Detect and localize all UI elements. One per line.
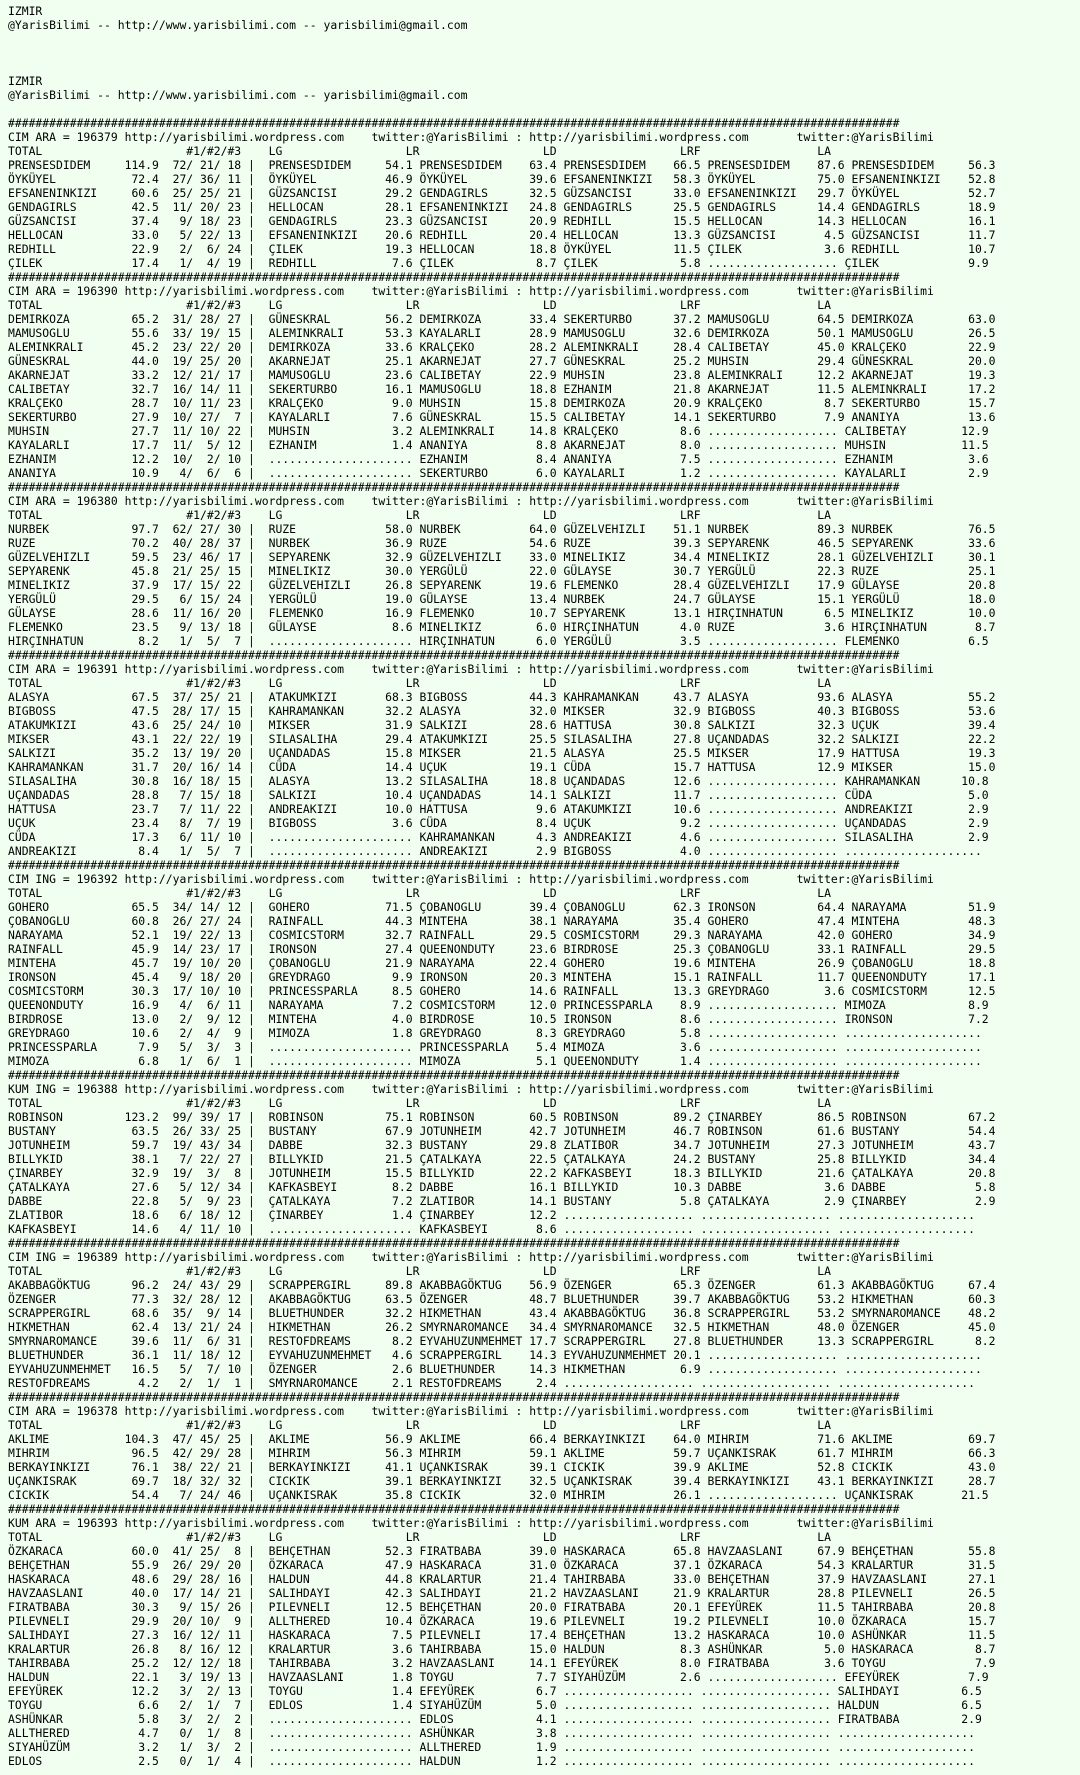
report-line: ROBINSON 123.2 99/ 39/ 17 | ROBINSON 75.1 ROBINSON 60.5 ROBINSON 89.2 ÇINARBEY 86.5 ROBINSON 67.2 [8, 1110, 996, 1124]
report-line: HASKARACA 48.6 29/ 28/ 16 | HALDUN 44.8 KRALARTUR 21.4 TAHIRBABA 33.0 BEHÇETHAN 37.9 HAVZAASLANI 27.1 [8, 1572, 996, 1586]
report-line: ################################################################################################################################## [8, 480, 900, 494]
report-line: ################################################################################################################################## [8, 1068, 900, 1082]
report-line: ÇOBANOGLU 60.8 26/ 27/ 24 | RAINFALL 44.3 MINTEHA 38.1 NARAYAMA 35.4 GOHERO 47.4 MINTEHA 48.3 [8, 914, 996, 928]
report-line: TOTAL #1/#2/#3 LG LR LD LRF LA [8, 1264, 831, 1278]
report-line: EDLOS 2.5 0/ 1/ 4 | ..................... HALDUN 1.2 ................... ................... .................... [8, 1754, 975, 1768]
report-line: SIYAHÜZÜM 3.2 1/ 3/ 2 | ..................... ALLTHERED 1.9 ................... ................... .................... [8, 1740, 975, 1754]
report-line: CICKIK 54.4 7/ 24/ 46 | UÇANKISRAK 35.8 CICKIK 32.0 MIHRIM 26.1 ................... UÇANKISRAK 21.5 [8, 1488, 989, 1502]
report-line: UÇUK 23.4 8/ 7/ 19 | BIGBOSS 3.6 CÜDA 8.4 UÇUK 9.2 ................... UÇANDADAS 2.9 [8, 816, 989, 830]
report-line: BUSTANY 63.5 26/ 33/ 25 | BUSTANY 67.9 JOTUNHEIM 42.7 JOTUNHEIM 46.7 ROBINSON 61.6 BUSTANY 54.4 [8, 1124, 996, 1138]
report-line: MINELIKIZ 37.9 17/ 15/ 22 | GÜZELVEHIZLI 26.8 SEPYARENK 19.6 FLEMENKO 28.4 GÜZELVEHIZLI 17.9 GÜLAYSE 20.8 [8, 578, 996, 592]
report-line: PRENSESDIDEM 114.9 72/ 21/ 18 | PRENSESDIDEM 54.1 PRENSESDIDEM 63.4 PRENSESDIDEM 66.5 PRENSESDIDEM 87.6 PRENSESDIDEM 56.3 [8, 158, 996, 172]
report-line: PILEVNELI 29.9 20/ 10/ 9 | ALLTHERED 10.4 ÖZKARACA 19.6 PILEVNELI 19.2 PILEVNELI 10.0 ÖZKARACA 15.7 [8, 1614, 996, 1628]
report-line: CÜDA 17.3 6/ 11/ 10 | ..................... KAHRAMANKAN 4.3 ANDREAKIZI 4.6 ................... SILASALIHA 2.9 [8, 830, 989, 844]
report-line: SMYRNAROMANCE 39.6 11/ 6/ 31 | RESTOFDREAMS 8.2 EYVAHUZUNMEHMET 17.7 SCRAPPERGIRL 27.8 BLUETHUNDER 13.3 SCRAPPERGIRL 8.2 [8, 1334, 996, 1348]
report-line: REDHILL 22.9 2/ 6/ 24 | ÇILEK 19.3 HELLOCAN 18.8 ÖYKÜYEL 11.5 ÇILEK 3.6 REDHILL 10.7 [8, 242, 996, 256]
report-line: JOTUNHEIM 59.7 19/ 43/ 34 | DABBE 32.3 BUSTANY 29.8 ZLATIBOR 34.7 JOTUNHEIM 27.3 JOTUNHEIM 43.7 [8, 1138, 996, 1152]
report-line: MUHSIN 27.7 11/ 10/ 22 | MUHSIN 3.2 ALEMINKRALI 14.8 KRALÇEKO 8.6 ................... CALIBETAY 12.9 [8, 424, 989, 438]
report-line: RUZE 70.2 40/ 28/ 37 | NURBEK 36.9 RUZE 54.6 RUZE 39.3 SEPYARENK 46.5 SEPYARENK 33.6 [8, 536, 996, 550]
report-line: PRINCESSPARLA 7.9 5/ 3/ 3 | ..................... PRINCESSPARLA 5.4 MIMOZA 3.6 ................... .................... [8, 1040, 982, 1054]
report-line: NARAYAMA 52.1 19/ 22/ 13 | COSMICSTORM 32.7 RAINFALL 29.5 COSMICSTORM 29.3 NARAYAMA 42.0 GOHERO 34.9 [8, 928, 996, 942]
report-line: CIM ARA = 196380 http://yarisbilimi.wordpress.com twitter:@YarisBilimi : http://yarisbilimi.wordpress.com twitter:@YarisBilimi [8, 494, 934, 508]
report-line: KAHRAMANKAN 31.7 20/ 16/ 14 | CÜDA 14.4 UÇUK 19.1 CÜDA 15.7 HATTUSA 12.9 MIKSER 15.0 [8, 760, 996, 774]
report-line: DEMIRKOZA 65.2 31/ 28/ 27 | GÜNESKRAL 56.2 DEMIRKOZA 33.4 SEKERTURBO 37.2 MAMUSOGLU 64.5 DEMIRKOZA 63.0 [8, 312, 996, 326]
report-line: TOTAL #1/#2/#3 LG LR LD LRF LA [8, 144, 831, 158]
report-line: HATTUSA 23.7 7/ 11/ 22 | ANDREAKIZI 10.0 HATTUSA 9.6 ATAKUMKIZI 10.6 ................... ANDREAKIZI 2.9 [8, 802, 989, 816]
report-line: QUEENONDUTY 16.9 4/ 6/ 11 | NARAYAMA 7.2 COSMICSTORM 12.0 PRINCESSPARLA 8.9 ................... MIMOZA 8.9 [8, 998, 989, 1012]
report-line: UÇANDADAS 28.8 7/ 15/ 18 | SALKIZI 10.4 UÇANDADAS 14.1 SALKIZI 11.7 ................... CÜDA 5.0 [8, 788, 989, 802]
report-line: BERKAYINKIZI 76.1 38/ 22/ 21 | BERKAYINKIZI 41.1 UÇANKISRAK 39.1 CICKIK 39.9 AKLIME 52.8 CICKIK 43.0 [8, 1460, 996, 1474]
header-line: IZMIR [8, 74, 43, 88]
report-line: ÇINARBEY 32.9 19/ 3/ 8 | JOTUNHEIM 15.5 BILLYKID 22.2 KAFKASBEYI 18.3 BILLYKID 21.6 ÇATALKAYA 20.8 [8, 1166, 996, 1180]
report-line: CIM ARA = 196390 http://yarisbilimi.wordpress.com twitter:@YarisBilimi : http://yarisbilimi.wordpress.com twitter:@YarisBilimi [8, 284, 934, 298]
report-line: RAINFALL 45.9 14/ 23/ 17 | IRONSON 27.4 QUEENONDUTY 23.6 BIRDROSE 25.3 ÇOBANOGLU 33.1 RAINFALL 29.5 [8, 942, 996, 956]
header-line: IZMIR [8, 4, 43, 18]
report-line: ANANIYA 10.9 4/ 6/ 6 | ..................... SEKERTURBO 6.0 KAYALARLI 1.2 ................... KAYALARLI 2.9 [8, 466, 989, 480]
report-line: ALASYA 67.5 37/ 25/ 21 | ATAKUMKIZI 68.3 BIGBOSS 44.3 KAHRAMANKAN 43.7 ALASYA 93.6 ALASYA 55.2 [8, 690, 996, 704]
report-line: RESTOFDREAMS 4.2 2/ 1/ 1 | SMYRNAROMANCE 2.1 RESTOFDREAMS 2.4 ................... ................... .................... [8, 1376, 975, 1390]
report-line: TOTAL #1/#2/#3 LG LR LD LRF LA [8, 298, 831, 312]
report-line: TOTAL #1/#2/#3 LG LR LD LRF LA [8, 1418, 831, 1432]
report-line: AKLIME 104.3 47/ 45/ 25 | AKLIME 56.9 AKLIME 66.4 BERKAYINKIZI 64.0 MIHRIM 71.6 AKLIME 69.7 [8, 1432, 996, 1446]
report-line: NURBEK 97.7 62/ 27/ 30 | RUZE 58.0 NURBEK 64.0 GÜZELVEHIZLI 51.1 NURBEK 89.3 NURBEK 76.5 [8, 522, 996, 536]
report-line: HIRÇINHATUN 8.2 1/ 5/ 7 | ..................... HIRÇINHATUN 6.0 YERGÜLÜ 3.5 ................... FLEMENKO 6.5 [8, 634, 989, 648]
report-line: SEKERTURBO 27.9 10/ 27/ 7 | KAYALARLI 7.6 GÜNESKRAL 15.5 CALIBETAY 14.1 SEKERTURBO 7.9 ANANIYA 13.6 [8, 410, 996, 424]
report-line: EYVAHUZUNMEHMET 16.5 5/ 7/ 10 | ÖZENGER 2.6 BLUETHUNDER 14.3 HIKMETHAN 6.9 ................... .................... [8, 1362, 982, 1376]
report-line: GREYDRAGO 10.6 2/ 4/ 9 | MIMOZA 1.8 GREYDRAGO 8.3 GREYDRAGO 5.8 ................... .................... [8, 1026, 982, 1040]
report-line: ANDREAKIZI 8.4 1/ 5/ 7 | ..................... ANDREAKIZI 2.9 BIGBOSS 4.0 ................... .................... [8, 844, 982, 858]
header-line [8, 102, 1080, 116]
report-line: GENDAGIRLS 42.5 11/ 20/ 23 | HELLOCAN 28.1 EFSANENINKIZI 24.8 GENDAGIRLS 25.5 GENDAGIRLS 14.4 GENDAGIRLS 18.9 [8, 200, 996, 214]
report-line: ALLTHERED 4.7 0/ 1/ 8 | ..................... ASHÜNKAR 3.8 ................... ................... .................... [8, 1726, 975, 1740]
header-line: @YarisBilimi -- http://www.yarisbilimi.com -- yarisbilimi@gmail.com [8, 18, 468, 32]
report-line: ÇATALKAYA 27.6 5/ 12/ 34 | KAFKASBEYI 8.2 DABBE 16.1 BILLYKID 10.3 DABBE 3.6 DABBE 5.8 [8, 1180, 996, 1194]
report-line: YERGÜLÜ 29.5 6/ 15/ 24 | YERGÜLÜ 19.0 GÜLAYSE 13.4 NURBEK 24.7 GÜLAYSE 15.1 YERGÜLÜ 18.0 [8, 592, 996, 606]
report-line: AKABBAGÖKTUG 96.2 24/ 43/ 29 | SCRAPPERGIRL 89.8 AKABBAGÖKTUG 56.9 ÖZENGER 65.3 ÖZENGER 61.3 AKABBAGÖKTUG 67.4 [8, 1278, 996, 1292]
report-line: ALEMINKRALI 45.2 23/ 22/ 20 | DEMIRKOZA 33.6 KRALÇEKO 28.2 ALEMINKRALI 28.4 CALIBETAY 45.0 KRALÇEKO 22.9 [8, 340, 996, 354]
report-line: TOTAL #1/#2/#3 LG LR LD LRF LA [8, 1096, 831, 1110]
report-line: SALIHDAYI 27.3 16/ 12/ 11 | HASKARACA 7.5 PILEVNELI 17.4 BEHÇETHAN 13.2 HASKARACA 10.0 ASHÜNKAR 11.5 [8, 1628, 996, 1642]
report-line: BEHÇETHAN 55.9 26/ 29/ 20 | ÖZKARACA 47.9 HASKARACA 31.0 ÖZKARACA 37.1 ÖZKARACA 54.3 KRALARTUR 31.5 [8, 1558, 996, 1572]
header-line [8, 32, 1080, 46]
report-line: TOTAL #1/#2/#3 LG LR LD LRF LA [8, 676, 831, 690]
report-line: BILLYKID 38.1 7/ 22/ 27 | BILLYKID 21.5 ÇATALKAYA 22.5 ÇATALKAYA 24.2 BUSTANY 25.8 BILLYKID 34.4 [8, 1152, 996, 1166]
report-line: CIM ARA = 196379 http://yarisbilimi.wordpress.com twitter:@YarisBilimi : http://yarisbilimi.wordpress.com twitter:@YarisBilimi [8, 130, 934, 144]
report-line: BIGBOSS 47.5 28/ 17/ 15 | KAHRAMANKAN 32.2 ALASYA 32.0 MIKSER 32.9 BIGBOSS 40.3 BIGBOSS 53.6 [8, 704, 996, 718]
report-line: EFEYÜREK 12.2 3/ 2/ 13 | TOYGU 1.4 EFEYÜREK 6.7 ................... ................... SALIHDAYI 6.5 [8, 1684, 982, 1698]
report-line: ################################################################################################################################## [8, 116, 900, 130]
report-line: AKARNEJAT 33.2 12/ 21/ 17 | MAMUSOGLU 23.6 CALIBETAY 22.9 MUHSIN 23.8 ALEMINKRALI 12.2 AKARNEJAT 19.3 [8, 368, 996, 382]
report-line: CIM ARA = 196378 http://yarisbilimi.wordpress.com twitter:@YarisBilimi : http://yarisbilimi.wordpress.com twitter:@YarisBilimi [8, 1404, 934, 1418]
report-line: MAMUSOGLU 55.6 33/ 19/ 15 | ALEMINKRALI 53.3 KAYALARLI 28.9 MAMUSOGLU 32.6 DEMIRKOZA 50.1 MAMUSOGLU 26.5 [8, 326, 996, 340]
report-line: FIRATBABA 30.3 9/ 15/ 26 | PILEVNELI 12.5 BEHÇETHAN 20.0 FIRATBABA 20.1 EFEYÜREK 11.5 TAHIRBABA 20.8 [8, 1600, 996, 1614]
report-line: TOTAL #1/#2/#3 LG LR LD LRF LA [8, 886, 831, 900]
report-line: MIHRIM 96.5 42/ 29/ 28 | MIHRIM 56.3 MIHRIM 59.1 AKLIME 59.7 UÇANKISRAK 61.7 MIHRIM 66.3 [8, 1446, 996, 1460]
header-line [8, 46, 1080, 60]
report-line: ################################################################################################################################## [8, 1390, 900, 1404]
report-line: KRALARTUR 26.8 8/ 16/ 12 | KRALARTUR 3.6 TAHIRBABA 15.0 HALDUN 8.3 ASHÜNKAR 5.0 HASKARACA 8.7 [8, 1642, 996, 1656]
report-line: CALIBETAY 32.7 16/ 14/ 11 | SEKERTURBO 16.1 MAMUSOGLU 18.8 EZHANIM 21.8 AKARNEJAT 11.5 ALEMINKRALI 17.2 [8, 382, 996, 396]
report-line: ################################################################################################################################## [8, 648, 900, 662]
report-line: BLUETHUNDER 36.1 11/ 18/ 12 | EYVAHUZUNMEHMET 4.6 SCRAPPERGIRL 14.3 EYVAHUZUNMEHMET 20.1 ................... .................... [8, 1348, 982, 1362]
report-line: ################################################################################################################################## [8, 270, 900, 284]
report-line: TOTAL #1/#2/#3 LG LR LD LRF LA [8, 1530, 831, 1544]
header-line: @YarisBilimi -- http://www.yarisbilimi.com -- yarisbilimi@gmail.com [8, 88, 468, 102]
report-line: CIM ING = 196392 http://yarisbilimi.wordpress.com twitter:@YarisBilimi : http://yarisbilimi.wordpress.com twitter:@YarisBilimi [8, 872, 934, 886]
report-line: GÜNESKRAL 44.0 19/ 25/ 20 | AKARNEJAT 25.1 AKARNEJAT 27.7 GÜNESKRAL 25.2 MUHSIN 29.4 GÜNESKRAL 20.0 [8, 354, 996, 368]
report-line: SALKIZI 35.2 13/ 19/ 20 | UÇANDADAS 15.8 MIKSER 21.5 ALASYA 25.5 MIKSER 17.9 HATTUSA 19.3 [8, 746, 996, 760]
page-header [8, 4, 1080, 116]
report-line: MINTEHA 45.7 19/ 10/ 20 | ÇOBANOGLU 21.9 NARAYAMA 22.4 GOHERO 19.6 MINTEHA 26.9 ÇOBANOGLU 18.8 [8, 956, 996, 970]
report-line: HAVZAASLANI 40.0 17/ 14/ 21 | SALIHDAYI 42.3 SALIHDAYI 21.2 HAVZAASLANI 21.9 KRALARTUR 28.8 PILEVNELI 26.5 [8, 1586, 996, 1600]
report-line: KAYALARLI 17.7 11/ 5/ 12 | EZHANIM 1.4 ANANIYA 8.8 AKARNEJAT 8.0 ................... MUHSIN 11.5 [8, 438, 989, 452]
report-line: ################################################################################################################################## [8, 858, 900, 872]
report-line: EZHANIM 12.2 10/ 2/ 10 | ..................... EZHANIM 8.4 ANANIYA 7.5 ................... EZHANIM 3.6 [8, 452, 989, 466]
report-line: DABBE 22.8 5/ 9/ 23 | ÇATALKAYA 7.2 ZLATIBOR 14.1 BUSTANY 5.8 ÇATALKAYA 2.9 ÇINARBEY 2.9 [8, 1194, 996, 1208]
report-line: MIMOZA 6.8 1/ 6/ 1 | ..................... MIMOZA 5.1 QUEENONDUTY 1.4 ................... .................... [8, 1054, 982, 1068]
report-line: HIKMETHAN 62.4 13/ 21/ 24 | HIKMETHAN 26.2 SMYRNAROMANCE 34.4 SMYRNAROMANCE 32.5 HIKMETHAN 48.0 ÖZENGER 45.0 [8, 1320, 996, 1334]
report-line: KUM ING = 196388 http://yarisbilimi.wordpress.com twitter:@YarisBilimi : http://yarisbilimi.wordpress.com twitter:@YarisBilimi [8, 1082, 934, 1096]
report-line: ################################################################################################################################## [8, 1502, 900, 1516]
report-line: TAHIRBABA 25.2 12/ 12/ 18 | TAHIRBABA 3.2 HAVZAASLANI 14.1 EFEYÜREK 8.0 FIRATBABA 3.6 TOYGU 7.9 [8, 1656, 996, 1670]
report-line: EFSANENINKIZI 60.6 25/ 25/ 21 | GÜZSANCISI 29.2 GENDAGIRLS 32.5 GÜZSANCISI 33.0 EFSANENINKIZI 29.7 ÖYKÜYEL 52.7 [8, 186, 996, 200]
report-line: KRALÇEKO 28.7 10/ 11/ 23 | KRALÇEKO 9.0 MUHSIN 15.8 DEMIRKOZA 20.9 KRALÇEKO 8.7 SEKERTURBO 15.7 [8, 396, 996, 410]
report-line: GOHERO 65.5 34/ 14/ 12 | GOHERO 71.5 ÇOBANOGLU 39.4 ÇOBANOGLU 62.3 IRONSON 64.4 NARAYAMA 51.9 [8, 900, 996, 914]
report-line: SCRAPPERGIRL 68.6 35/ 9/ 14 | BLUETHUNDER 32.2 HIKMETHAN 43.4 AKABBAGÖKTUG 36.8 SCRAPPERGIRL 53.2 SMYRNAROMANCE 48.2 [8, 1306, 996, 1320]
report-line: SILASALIHA 30.8 16/ 18/ 15 | ALASYA 13.2 SILASALIHA 18.8 UÇANDADAS 12.6 ................... KAHRAMANKAN 10.8 [8, 774, 989, 788]
report-line: COSMICSTORM 30.3 17/ 10/ 10 | PRINCESSPARLA 8.5 GOHERO 14.6 RAINFALL 13.3 GREYDRAGO 3.6 COSMICSTORM 12.5 [8, 984, 996, 998]
report-line: KAFKASBEYI 14.6 4/ 11/ 10 | ..................... KAFKASBEYI 8.6 ................... ................... .................... [8, 1222, 975, 1236]
report-line: MIKSER 43.1 22/ 22/ 19 | SILASALIHA 29.4 ATAKUMKIZI 25.5 SILASALIHA 27.8 UÇANDADAS 32.2 SALKIZI 22.2 [8, 732, 996, 746]
report-line: SEPYARENK 45.8 21/ 25/ 15 | MINELIKIZ 30.0 YERGÜLÜ 22.0 GÜLAYSE 30.7 YERGÜLÜ 22.3 RUZE 25.1 [8, 564, 996, 578]
race-report [8, 116, 1080, 1768]
header-line [8, 60, 1080, 74]
report-line: TOTAL #1/#2/#3 LG LR LD LRF LA [8, 508, 831, 522]
report-line: HALDUN 22.1 3/ 19/ 13 | HAVZAASLANI 1.8 TOYGU 7.7 SIYAHÜZÜM 2.6 ................... EFEYÜREK 7.9 [8, 1670, 989, 1684]
report-line: BIRDROSE 13.0 2/ 9/ 12 | MINTEHA 4.0 BIRDROSE 10.5 IRONSON 8.6 ................... IRONSON 7.2 [8, 1012, 989, 1026]
report-line: ASHÜNKAR 5.8 3/ 2/ 2 | ..................... EDLOS 4.1 ................... ................... FIRATBABA 2.9 [8, 1712, 982, 1726]
report-line: ÖZKARACA 60.0 41/ 25/ 8 | BEHÇETHAN 52.3 FIRATBABA 39.0 HASKARACA 65.8 HAVZAASLANI 67.9 BEHÇETHAN 55.8 [8, 1544, 996, 1558]
report-line: ATAKUMKIZI 43.6 25/ 24/ 10 | MIKSER 31.9 SALKIZI 28.6 HATTUSA 30.8 SALKIZI 32.3 UÇUK 39.4 [8, 718, 996, 732]
report-line: CIM ARA = 196391 http://yarisbilimi.wordpress.com twitter:@YarisBilimi : http://yarisbilimi.wordpress.com twitter:@YarisBilimi [8, 662, 934, 676]
report-line: IRONSON 45.4 9/ 18/ 20 | GREYDRAGO 9.9 IRONSON 20.3 MINTEHA 15.1 RAINFALL 11.7 QUEENONDUTY 17.1 [8, 970, 996, 984]
report-line: HELLOCAN 33.0 5/ 22/ 13 | EFSANENINKIZI 20.6 REDHILL 20.4 HELLOCAN 13.3 GÜZSANCISI 4.5 GÜZSANCISI 11.7 [8, 228, 996, 242]
report-line: ÇILEK 17.4 1/ 4/ 19 | REDHILL 7.6 ÇILEK 8.7 ÇILEK 5.8 ................... ÇILEK 9.9 [8, 256, 989, 270]
report-line: GÜZSANCISI 37.4 9/ 18/ 23 | GENDAGIRLS 23.3 GÜZSANCISI 20.9 REDHILL 15.5 HELLOCAN 14.3 HELLOCAN 16.1 [8, 214, 996, 228]
report-line: CIM ING = 196389 http://yarisbilimi.wordpress.com twitter:@YarisBilimi : http://yarisbilimi.wordpress.com twitter:@YarisBilimi [8, 1250, 934, 1264]
report-line: ÖZENGER 77.3 32/ 28/ 12 | AKABBAGÖKTUG 63.5 ÖZENGER 48.7 BLUETHUNDER 39.7 AKABBAGÖKTUG 53.2 HIKMETHAN 60.3 [8, 1292, 996, 1306]
report-line: ZLATIBOR 18.6 6/ 18/ 12 | ÇINARBEY 1.4 ÇINARBEY 12.2 ................... ................... .................... [8, 1208, 975, 1222]
report-line: TOYGU 6.6 2/ 1/ 7 | EDLOS 1.4 SIYAHÜZÜM 5.0 ................... ................... HALDUN 6.5 [8, 1698, 982, 1712]
report-line: KUM ARA = 196393 http://yarisbilimi.wordpress.com twitter:@YarisBilimi : http://yarisbilimi.wordpress.com twitter:@YarisBilimi [8, 1516, 934, 1530]
report-line: ################################################################################################################################## [8, 1236, 900, 1250]
report-line: UÇANKISRAK 69.7 18/ 32/ 32 | CICKIK 39.1 BERKAYINKIZI 32.5 UÇANKISRAK 39.4 BERKAYINKIZI 43.1 BERKAYINKIZI 28.7 [8, 1474, 996, 1488]
report-line: GÜZELVEHIZLI 59.5 23/ 46/ 17 | SEPYARENK 32.9 GÜZELVEHIZLI 33.0 MINELIKIZ 34.4 MINELIKIZ 28.1 GÜZELVEHIZLI 30.1 [8, 550, 996, 564]
report-line: GÜLAYSE 28.6 11/ 16/ 20 | FLEMENKO 16.9 FLEMENKO 10.7 SEPYARENK 13.1 HIRÇINHATUN 6.5 MINELIKIZ 10.0 [8, 606, 996, 620]
report-line: ÖYKÜYEL 72.4 27/ 36/ 11 | ÖYKÜYEL 46.9 ÖYKÜYEL 39.6 EFSANENINKIZI 58.3 ÖYKÜYEL 75.0 EFSANENINKIZI 52.8 [8, 172, 996, 186]
report-line: FLEMENKO 23.5 9/ 13/ 18 | GÜLAYSE 8.6 MINELIKIZ 6.0 HIRÇINHATUN 4.0 RUZE 3.6 HIRÇINHATUN 8.7 [8, 620, 996, 634]
